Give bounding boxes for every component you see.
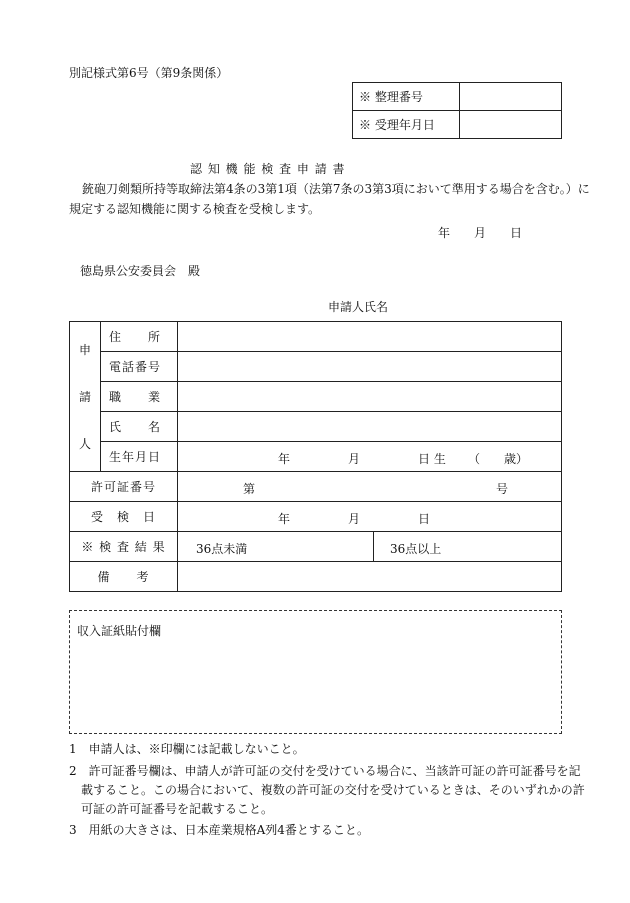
phone-field[interactable] — [178, 352, 562, 382]
receipt-date-label: ※ 受理年月日 — [353, 111, 460, 139]
name-field[interactable] — [178, 412, 562, 442]
address-label: 住 所 — [101, 322, 178, 352]
reference-box — [352, 82, 562, 139]
note-2-line-3: 可証の許可証番号を記載すること。 — [69, 802, 274, 816]
form-label: 別記様式第6号（第9条関係） — [69, 66, 229, 80]
exam-date-field[interactable] — [178, 502, 562, 532]
date-day-label: 日 — [510, 226, 523, 240]
exam-month-label: 月 — [348, 512, 361, 526]
note-1: 1 申請人は、※印欄には記載しないこと。 — [69, 742, 305, 756]
date-month-label: 月 — [474, 226, 487, 240]
side-char-2: 請 — [78, 389, 91, 404]
reference-number-field[interactable] — [460, 83, 562, 111]
receipt-date-field[interactable] — [460, 111, 562, 139]
license-number-field[interactable] — [178, 472, 562, 502]
result-under-label: 36点未満 — [196, 542, 248, 556]
note-3: 3 用紙の大きさは、日本産業規格A列4番とすること。 — [69, 823, 369, 837]
birthdate-label: 生年月日 — [101, 442, 178, 472]
intro-line-1: 銃砲刀剣類所持等取締法第4条の3第1項（法第7条の3第3項において準用する場合を含む。）に — [82, 182, 590, 196]
date-year-label: 年 — [438, 226, 451, 240]
application-table — [69, 321, 562, 592]
birthdate-field[interactable] — [178, 442, 562, 472]
license-suffix-label: 号 — [496, 482, 509, 496]
note-2-line-1: 2 許可証番号欄は、申請人が許可証の交付を受けている場合に、当該許可証の許可証番号を記 — [69, 764, 581, 778]
remarks-label: 備 考 — [70, 562, 178, 592]
age-close-label: 歳） — [504, 452, 529, 466]
occupation-label: 職 業 — [101, 382, 178, 412]
birth-year-label: 年 — [278, 452, 291, 466]
result-over-label: 36点以上 — [390, 542, 442, 556]
side-char-3: 人 — [78, 436, 91, 451]
license-prefix-label: 第 — [243, 482, 256, 496]
revenue-stamp-label: 収入証紙貼付欄 — [77, 624, 162, 638]
note-2-line-2: 載すること。この場合において、複数の許可証の交付を受けているときは、そのいずれかの許 — [69, 783, 585, 797]
age-open-label: （ — [468, 452, 481, 466]
result-over-cell[interactable] — [374, 532, 561, 561]
phone-label: 電話番号 — [101, 352, 178, 382]
birth-day-label: 日 生 — [418, 452, 446, 466]
addressee: 徳島県公安委員会 殿 — [80, 264, 201, 278]
exam-date-label: 受 検 日 — [70, 502, 178, 532]
applicant-name-label: 申請人氏名 — [328, 300, 389, 314]
birth-month-label: 月 — [348, 452, 361, 466]
document-title: 認 知 機 能 検 査 申 請 書 — [190, 162, 346, 176]
exam-year-label: 年 — [278, 512, 291, 526]
address-field[interactable] — [178, 322, 562, 352]
revenue-stamp-area — [69, 610, 562, 734]
license-number-label: 許可証番号 — [70, 472, 178, 502]
exam-result-label: ※ 検 査 結 果 — [70, 532, 178, 562]
result-under-cell[interactable] — [178, 532, 374, 561]
reference-number-label: ※ 整理番号 — [353, 83, 460, 111]
exam-day-label: 日 — [418, 512, 431, 526]
name-label: 氏 名 — [101, 412, 178, 442]
applicant-side-label — [70, 322, 101, 472]
occupation-field[interactable] — [178, 382, 562, 412]
remarks-field[interactable] — [178, 562, 562, 592]
exam-result-field — [178, 532, 562, 562]
intro-line-2: 規定する認知機能に関する検査を受検します。 — [69, 202, 321, 216]
side-char-1: 申 — [78, 343, 91, 358]
